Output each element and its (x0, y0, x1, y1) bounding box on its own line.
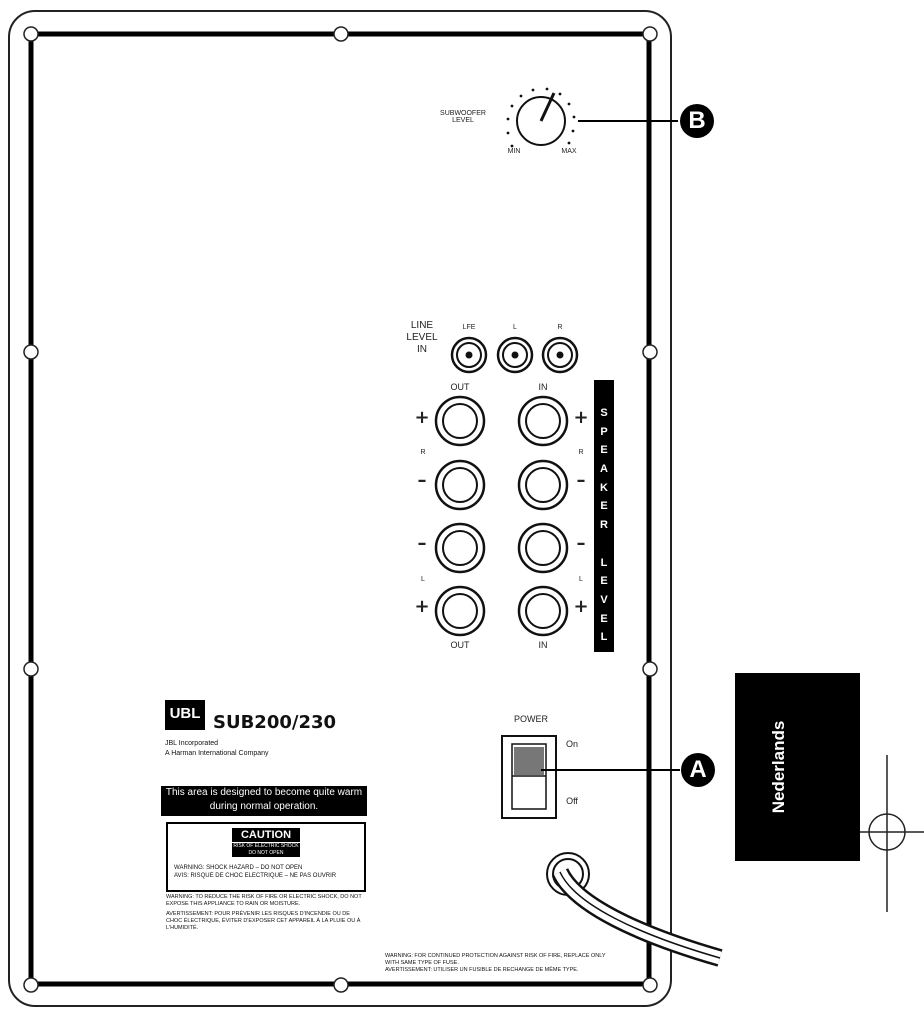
power-on-label: On (565, 739, 578, 749)
rca-jack-lfe[interactable] (452, 338, 486, 372)
power-off-label: Off (566, 796, 578, 806)
screw-icon (24, 345, 38, 359)
plus-sign: + (573, 407, 589, 428)
speaker-level-letter: E (600, 575, 608, 588)
screw-icon (24, 978, 38, 992)
minus-sign: – (576, 533, 586, 554)
line-level-label: LINE LEVEL IN (406, 320, 438, 355)
speaker-level-letter: L (600, 631, 608, 644)
warm-area-notice: This area is designed to become quite warm during normal operation. (161, 786, 367, 816)
knob-max-label: MAX (561, 148, 577, 155)
plus-sign: + (414, 407, 430, 428)
rca-jack-l[interactable] (498, 338, 532, 372)
language-tab-label: Nederlands (769, 720, 788, 814)
speaker-level-letter: K (600, 481, 608, 494)
screw-icon (643, 662, 657, 676)
fuse-warning-text: WARNING: FOR CONTINUED PROTECTION AGAINST RISK OF FIRE, REPLACE ONLY WITH SAME TYPE OF FUSE. (385, 953, 606, 966)
company-line-2: A Harman International Company (165, 750, 269, 757)
speaker-level-letter: E (600, 444, 608, 457)
in-label-bottom: IN (538, 640, 548, 650)
caution-warning-en: WARNING: SHOCK HAZARD – DO NOT OPEN (174, 865, 303, 871)
minus-sign: – (417, 470, 427, 491)
speaker-level-letter: L (600, 556, 608, 569)
switch-rocker-on (514, 747, 544, 775)
line-level-jacks (452, 338, 577, 372)
jack-label-r: R (557, 324, 563, 331)
speaker-level-letter: S (600, 407, 608, 419)
screw-icon (643, 978, 657, 992)
caution-warning-fr: AVIS: RISQUE DE CHOC ELECTRIQUE – NE PAS OUVRIR (174, 873, 337, 879)
channel-l-label: L (579, 576, 583, 583)
speaker-level-letter: P (600, 425, 608, 438)
company-line-1: JBL Incorporated (165, 740, 219, 747)
power-label: POWER (513, 714, 548, 724)
screw-icon (334, 978, 348, 992)
speaker-level-label (594, 404, 614, 647)
rca-jack-r[interactable] (543, 338, 577, 372)
out-label-bottom: OUT (450, 640, 470, 650)
screw-icon (334, 27, 348, 41)
model-name: SUB200/230 (213, 712, 337, 733)
speaker-level-letter: A (600, 463, 608, 476)
channel-r-label: R (420, 449, 426, 456)
speaker-level-letter: E (600, 612, 608, 625)
language-tab (735, 673, 860, 861)
caution-warnings (174, 864, 358, 880)
plus-sign: + (414, 596, 430, 617)
screw-icon (24, 662, 38, 676)
minus-sign: – (417, 533, 427, 554)
subwoofer-level-label: SUBWOOFER LEVEL (440, 110, 486, 125)
power-switch[interactable] (502, 736, 556, 818)
caution-title: CAUTION (232, 828, 300, 842)
caution-subtitle: RISK OF ELECTRIC SHOCK DO NOT OPEN (233, 843, 299, 856)
fire-warning-text: WARNING: TO REDUCE THE RISK OF FIRE OR ELECTRIC SHOCK, DO NOT EXPOSE THIS APPLIANCE TO RAIN OR MOISTURE. (166, 894, 362, 907)
screw-icon (643, 345, 657, 359)
screw-icon (643, 27, 657, 41)
avertissement-text: AVERTISSEMENT: POUR PRÉVENIR LES RISQUES D'INCENDIE OU DE CHOC ÉLECTRIQUE, ÉVITER D'EXPOSER CET APPAREIL À LA PLUIE OU À L'HUMIDITÉ. (166, 911, 361, 931)
speaker-level-letter (594, 535, 614, 554)
out-label-top: OUT (450, 382, 470, 392)
channel-l-label: L (421, 576, 425, 583)
plus-sign: + (573, 596, 589, 617)
speaker-level-letter: V (600, 593, 608, 606)
jack-label-l: L (513, 324, 517, 331)
speaker-level-letter: R (600, 519, 608, 532)
in-label-top: IN (538, 382, 548, 392)
caution-label (166, 822, 366, 892)
fuse-warning-fr-text: AVERTISSEMENT: UTILISER UN FUSIBLE DE RECHANGE DE MÊME TYPE. (385, 967, 579, 973)
callout-b-badge: B (680, 104, 714, 138)
speaker-level-bar (594, 380, 614, 652)
knob-min-label: MIN (507, 148, 521, 155)
callout-a-badge: A (681, 753, 715, 787)
channel-r-label: R (578, 449, 584, 456)
jack-label-lfe: LFE (462, 324, 476, 331)
minus-sign: – (576, 470, 586, 491)
jbl-logo: UBL (169, 705, 201, 722)
screw-icon (24, 27, 38, 41)
speaker-level-letter: E (600, 500, 608, 513)
